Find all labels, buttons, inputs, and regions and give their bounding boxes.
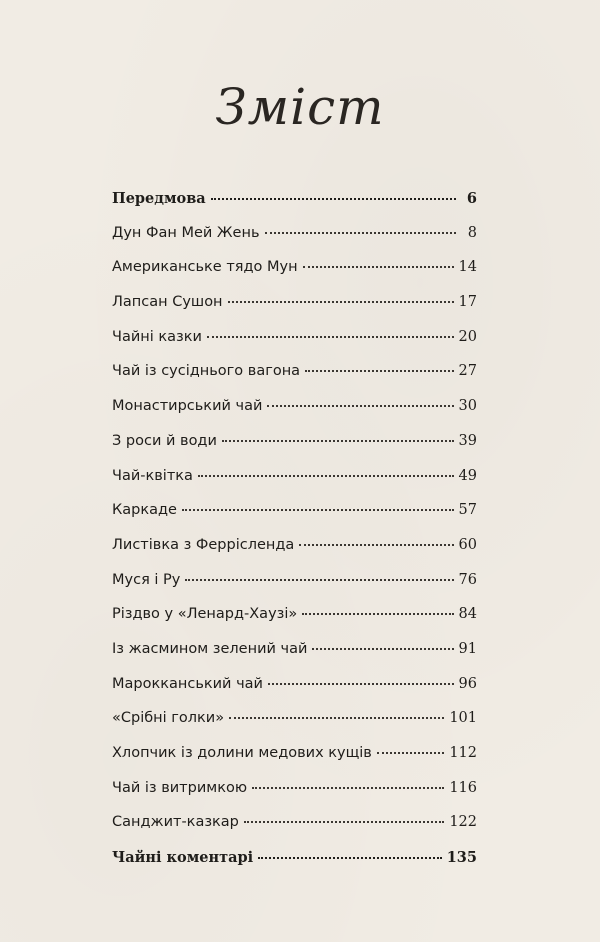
toc-entry-title: «Срібні голки»: [112, 710, 225, 727]
toc-entry: [112, 398, 477, 433]
toc-entry-title: Дун Фан Мей Жень: [112, 224, 260, 241]
toc-entry: [112, 294, 477, 329]
toc-entry-title: Чайні коментарі: [112, 849, 254, 867]
toc-entry: [112, 329, 477, 364]
toc-entry-title: Чай із сусіднього вагона: [112, 363, 301, 380]
dot-leader: [252, 787, 444, 789]
dot-leader: [207, 336, 454, 338]
toc-entry: [112, 433, 477, 468]
toc-entry-page: 76: [458, 571, 477, 588]
toc-entry: [112, 606, 477, 641]
toc-entry-title: Передмова: [112, 190, 206, 207]
dot-leader: [182, 509, 454, 511]
toc-entry-title: Муся і Ру: [112, 571, 181, 588]
toc-entry: [112, 745, 477, 780]
toc-entry-title: Листівка з Феррісленда: [112, 536, 295, 553]
dot-leader: [228, 301, 454, 303]
toc-entry: [112, 468, 477, 503]
toc-entry: [112, 259, 477, 294]
toc-entry-title: Санджит-казкар: [112, 814, 239, 831]
toc-entry-title: Каркаде: [112, 502, 177, 519]
toc-entry-page: 49: [458, 467, 477, 484]
dot-leader: [258, 857, 442, 859]
dot-leader: [198, 475, 454, 477]
dot-leader: [377, 752, 444, 754]
toc-entry: [112, 780, 477, 815]
toc-entry-page: 96: [458, 675, 477, 692]
toc-entry: [112, 502, 477, 537]
toc-entry: [112, 537, 477, 572]
toc-entry-page: 101: [449, 710, 477, 727]
toc-entry-title: З роси й води: [112, 432, 217, 449]
toc-entry-title: Американське тядо Мун: [112, 259, 298, 276]
table-of-contents: [112, 190, 477, 884]
toc-entry-page: 57: [458, 502, 477, 519]
toc-entry-page: 27: [458, 363, 477, 380]
toc-entry-title: Чайні казки: [112, 328, 202, 345]
toc-entry: [112, 710, 477, 745]
toc-entry-page: 84: [458, 606, 477, 623]
dot-leader: [268, 683, 454, 685]
toc-entry-title: Монастирський чай: [112, 398, 263, 415]
toc-entry-page: 91: [458, 640, 477, 657]
toc-entry-title: Із жасмином зелений чай: [112, 640, 308, 657]
dot-leader: [222, 440, 454, 442]
toc-entry: [112, 814, 477, 849]
dot-leader: [305, 370, 453, 372]
toc-entry-title: Марокканський чай: [112, 675, 263, 692]
toc-entry-page: 116: [449, 779, 477, 796]
toc-entry-page: 8: [467, 224, 477, 241]
toc-entry: [112, 225, 477, 260]
toc-entry: [112, 572, 477, 607]
toc-entry-page: 39: [458, 432, 477, 449]
dot-leader: [229, 717, 444, 719]
toc-entry-title: Чай із витримкою: [112, 779, 248, 796]
dot-leader: [211, 198, 456, 200]
toc-entry: [112, 849, 477, 884]
dot-leader: [312, 648, 453, 650]
toc-entry-page: 112: [449, 745, 477, 761]
toc-entry-page: 30: [458, 398, 477, 415]
toc-entry: [112, 676, 477, 711]
toc-entry-title: Лапсан Сушон: [112, 294, 223, 311]
toc-entry-title: Хлопчик із долини медових кущів: [112, 745, 372, 761]
toc-entry-title: Різдво у «Ленард-Хаузі»: [112, 606, 298, 623]
dot-leader: [244, 821, 444, 823]
dot-leader: [302, 613, 453, 615]
toc-entry: [112, 190, 477, 225]
toc-entry-page: 17: [458, 294, 477, 311]
dot-leader: [303, 266, 454, 268]
toc-entry-page: 6: [466, 190, 477, 207]
page-title: Зміст: [215, 78, 385, 136]
toc-entry: [112, 641, 477, 676]
dot-leader: [267, 405, 453, 407]
toc-entry: [112, 363, 477, 398]
toc-entry-page: 122: [449, 814, 477, 831]
toc-entry-page: 14: [458, 259, 477, 276]
dot-leader: [299, 544, 453, 546]
toc-entry-page: 20: [458, 328, 477, 345]
toc-entry-page: 60: [458, 536, 477, 553]
dot-leader: [265, 232, 457, 234]
toc-entry-title: Чай-квітка: [112, 467, 193, 484]
toc-entry-page: 135: [446, 849, 477, 867]
dot-leader: [185, 579, 453, 581]
